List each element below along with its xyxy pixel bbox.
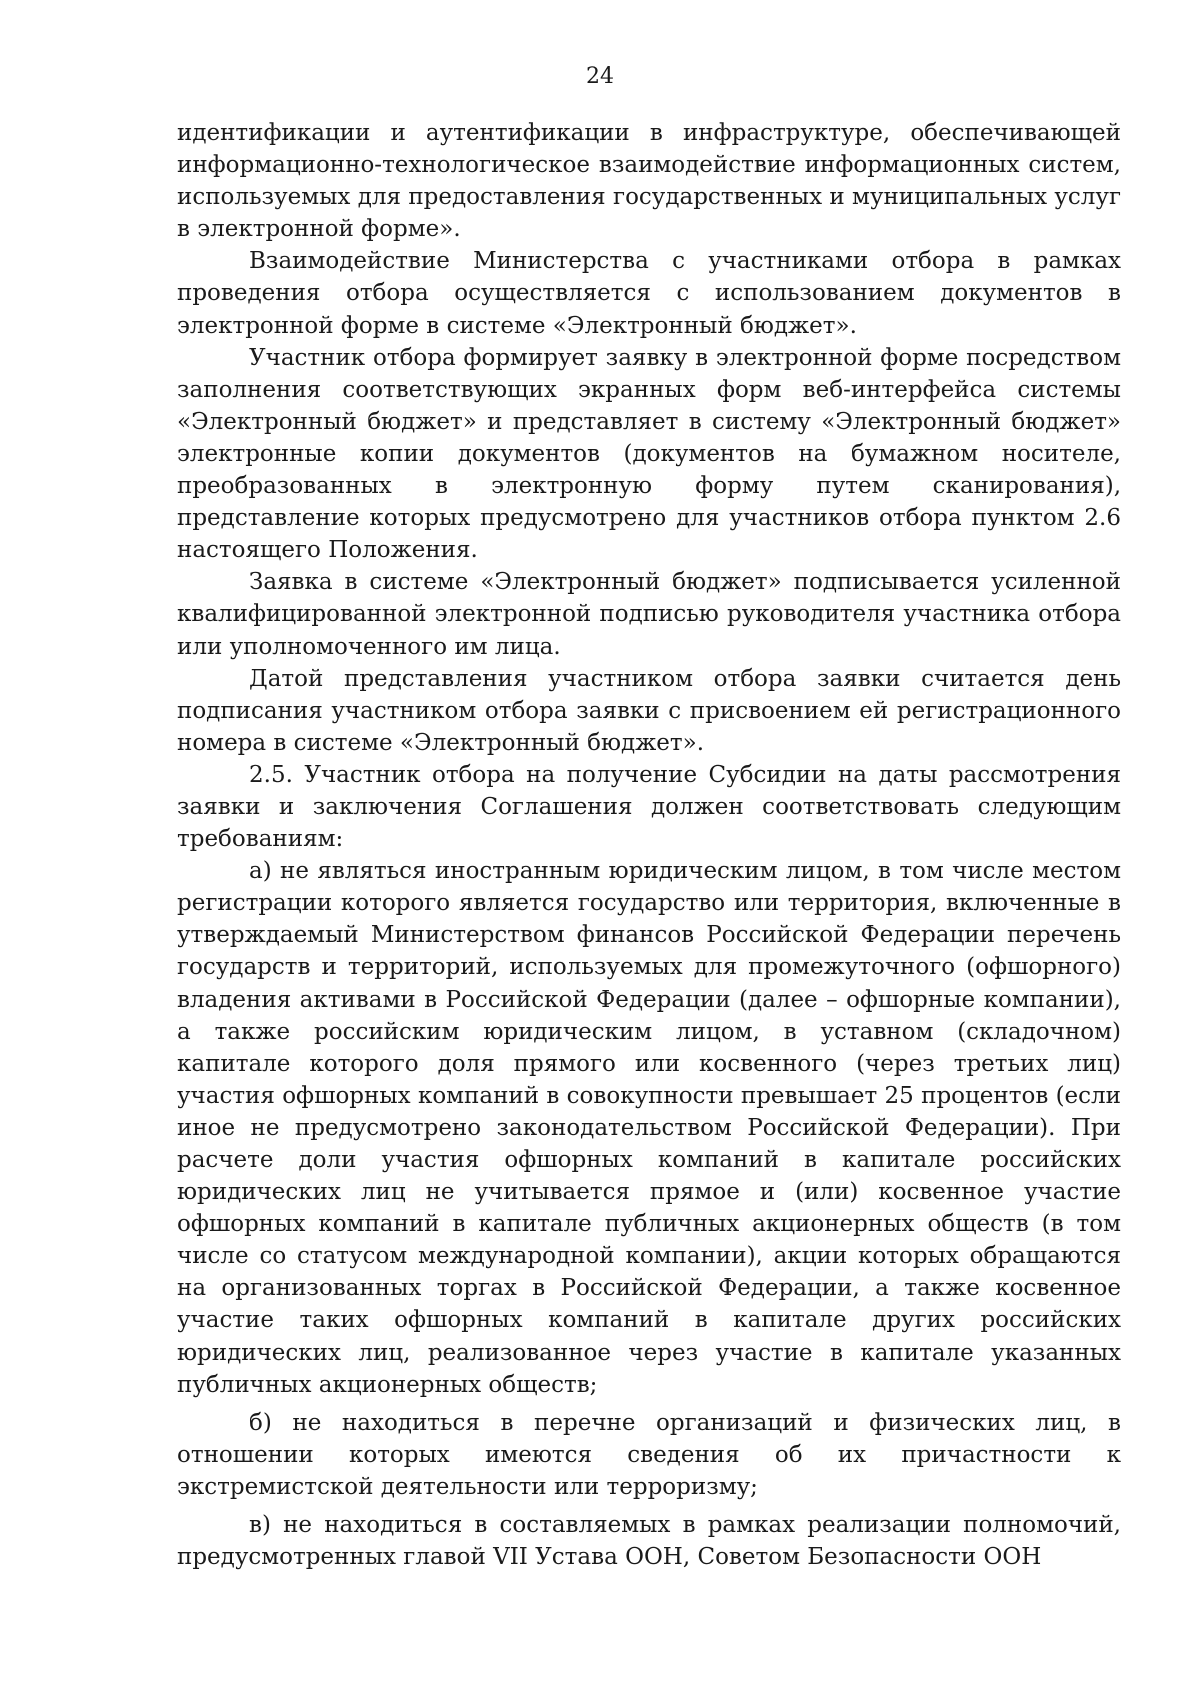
list-item-b: б) не находиться в перечне организаций и физических лиц, в отношении которых имеются сведения об их причастности к экстремистской деятельности или терроризму; xyxy=(177,1409,1121,1500)
list-item-v: в) не находиться в составляемых в рамках реализации полномочий, предусмотренных главой VII Устава ООН, Советом Безопасности ООН xyxy=(177,1512,1121,1571)
paragraph-signature: Заявка в системе «Электронный бюджет» подписывается усиленной квалифицированной электронной подписью руководителя участника отбора или уполномоченного им лица. xyxy=(177,569,1121,660)
paragraph-continuation: идентификации и аутентификации в инфраструктуре, обеспечивающей информационно-технологическое взаимодействие информационных систем, используемых для предоставления государственных и муниципальных услуг в электронной форме». xyxy=(177,120,1121,243)
document-body xyxy=(177,117,1121,1573)
paragraph-application-form: Участник отбора формирует заявку в электронной форме посредством заполнения соответствующих экранных форм веб-интерфейса системы «Электронный бюджет» и представляет в систему «Электронный бюджет» электронные копии документов (документов на бумажном носителе, преобразованных в электронную форму путем сканирования), представление которых предусмотрено для участников отбора пунктом 2.6 настоящего Положения. xyxy=(177,344,1121,564)
page-number: 24 xyxy=(586,64,614,89)
paragraph-interaction: Взаимодействие Министерства с участниками отбора в рамках проведения отбора осуществляется с использованием документов в электронной форме в системе «Электронный бюджет». xyxy=(177,248,1121,339)
paragraph-submission-date: Датой представления участником отбора заявки считается день подписания участником отбора заявки с присвоением ей регистрационного номера в системе «Электронный бюджет». xyxy=(177,665,1121,756)
paragraph-section-2-5: 2.5. Участник отбора на получение Субсидии на даты рассмотрения заявки и заключения Соглашения должен соответствовать следующим требованиям: xyxy=(177,761,1121,853)
list-item-a: а) не являться иностранным юридическим лицом, в том числе местом регистрации которого является государство или территория, включенные в утверждаемый Министерством финансов Российской Федерации перечень государств и территорий, используемых для промежуточного (офшорного) владения активами в Российской Федерации (далее – офшорные компании), а также российским юридическим лицом, в уставном (складочном) капитале которого доля прямого или косвенного (через третьих лиц) участия офшорных компаний в совокупности превышает 25 процентов (если иное не предусмотрено законодательством Российской Федерации). При расчете доли участия офшорных компаний в капитале российских юридических лиц не учитывается прямое и (или) косвенное участие офшорных компаний в капитале публичных акционерных обществ (в том числе со статусом международной компании), акции которых обращаются на организованных торгах в Российской Федерации, а также косвенное участие таких офшорных компаний в капитале других российских юридических лиц, реализованное через участие в капитале указанных публичных акционерных обществ; xyxy=(177,858,1121,1398)
